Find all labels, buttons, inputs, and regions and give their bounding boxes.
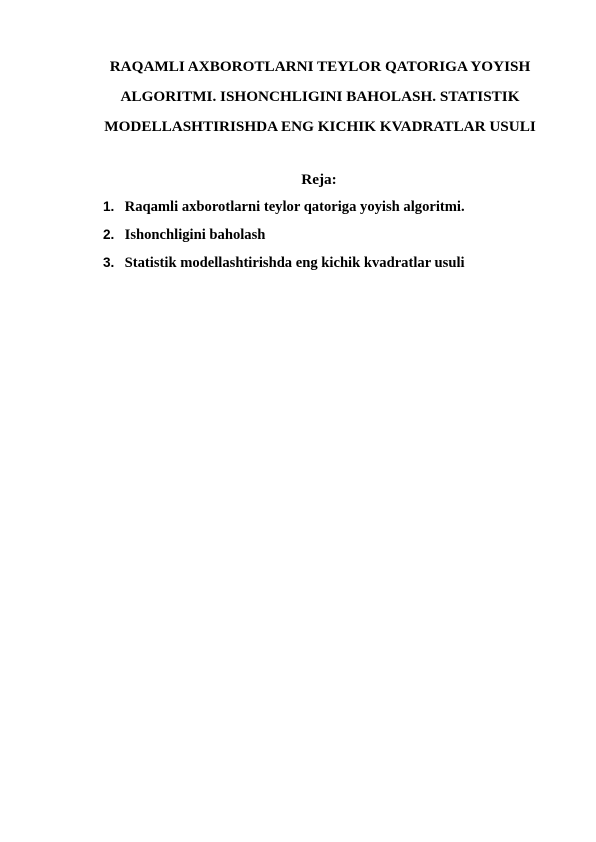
document-title (70, 52, 570, 142)
list-item-text: Ishonchligini baholash (124, 227, 266, 243)
list-item (103, 251, 465, 279)
list-item-number: 2. (103, 227, 115, 242)
list-item-number: 1. (103, 199, 115, 214)
plan-list (103, 195, 465, 279)
list-item-text: Statistik modellashtirishda eng kichik kvadratlar usuli (124, 255, 465, 271)
plan-heading: Reja: (301, 171, 337, 188)
list-item-text: Raqamli axborotlarni teylor qatoriga yoyish algoritmi. (124, 199, 465, 215)
title-line: MODELLASHTIRISHDA ENG KICHIK KVADRATLAR USULI (104, 118, 536, 135)
list-item-number: 3. (103, 255, 115, 270)
list-item (103, 195, 465, 223)
list-item (103, 223, 465, 251)
title-line: RAQAMLI AXBOROTLARNI TEYLOR QATORIGA YOYISH (109, 58, 531, 75)
title-line: ALGORITMI. ISHONCHLIGINI BAHOLASH. STATISTIK (120, 88, 520, 105)
